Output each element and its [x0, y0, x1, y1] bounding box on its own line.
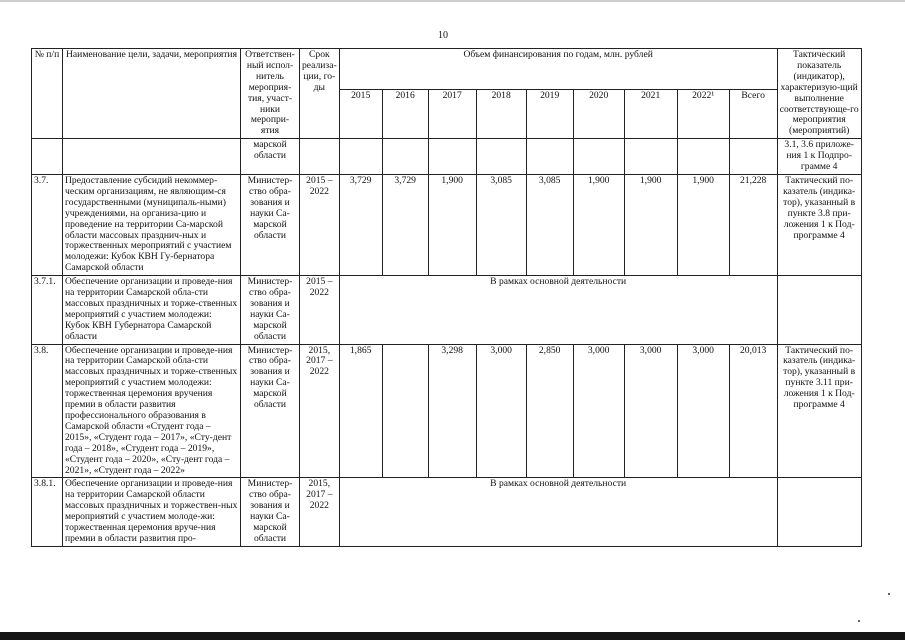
header-row-1: [32, 49, 862, 90]
cell-value: [382, 344, 428, 478]
table-row: [32, 478, 862, 546]
row-responsible: марской области: [241, 139, 300, 175]
cell-value: 3,298: [428, 344, 476, 478]
cell-value: 1,865: [339, 344, 382, 478]
row-responsible: Министер-ство обра-зования и науки Са-марской области: [241, 276, 300, 344]
header-year: 2017: [428, 90, 476, 139]
row-indicator: [777, 478, 861, 546]
header-indicator: Тактический показатель (индикатор), характеризую-щий выполнение соответствующе-го мероприятия (мероприятий): [777, 49, 861, 139]
row-responsible: Министер-ство обра-зования и науки Са-марской области: [241, 478, 300, 546]
header-no: № п/п: [32, 49, 63, 139]
table-row: [32, 344, 862, 478]
cell-value: 3,729: [382, 174, 428, 275]
scan-top-edge: [0, 0, 905, 2]
row-name: Обеспечение организации и проведе-ния на территории Самарской обла-сти массовых праздничных и торже-ственных мероприятий с участием молодежи: торжественная церемония вручения премии в области развития профессионального образования в Самарской области «Студент года – 2015», «Студент года – 2017», «Сту-дент года – 2018», «Студент года – 2019», «Студент года – 2020», «Сту-дент года – 2021», «Студент года – 2022»: [63, 344, 241, 478]
table-row: [32, 139, 862, 175]
cell-value: [339, 139, 382, 175]
row-note: В рамках основной деятельности: [339, 276, 777, 344]
header-term: Срок реализа-ции, го-ды: [300, 49, 340, 139]
cell-value: 1,900: [677, 174, 729, 275]
row-responsible: Министер-ство обра-зования и науки Са-марской области: [241, 174, 300, 275]
row-responsible: Министер-ство обра-зования и науки Са-марской области: [241, 344, 300, 478]
header-year: 2022¹: [677, 90, 729, 139]
header-name: Наименование цели, задачи, мероприятия: [63, 49, 241, 139]
row-term: 2015, 2017 – 2022: [300, 478, 340, 546]
cell-value: [677, 139, 729, 175]
row-term: 2015, 2017 – 2022: [300, 344, 340, 478]
scan-speck: [888, 593, 890, 595]
row-name: [63, 139, 241, 175]
cell-total: [729, 139, 777, 175]
header-total: Всего: [729, 90, 777, 139]
page-number: 10: [438, 30, 448, 41]
table-row: [32, 276, 862, 344]
row-name: Обеспечение организации и проведе-ния на территории Самарской области массовых праздничных и торжествен-ных мероприятий с участием молоде-жи: торжественная церемония вруче-ния премии в области развития про-: [63, 478, 241, 546]
cell-value: 1,900: [624, 174, 677, 275]
cell-value: [382, 139, 428, 175]
funding-table: [31, 48, 862, 547]
cell-value: [573, 139, 624, 175]
header-year: 2019: [526, 90, 573, 139]
row-number: [32, 139, 63, 175]
row-term: 2015 – 2022: [300, 174, 340, 275]
cell-value: 3,000: [677, 344, 729, 478]
row-note: В рамках основной деятельности: [339, 478, 777, 546]
row-term: [300, 139, 340, 175]
row-name: Предоставление субсидий некоммер-ческим организациям, не являющим-ся государственными (муниципаль-ными) учреждениями, на организа-цию и проведение на территории Са-марской области массовых празднич-ных и торжественных мероприятий с участием молодежи: Кубок КВН Гу-бернатора Самарской области: [63, 174, 241, 275]
cell-value: [624, 139, 677, 175]
header-year: 2016: [382, 90, 428, 139]
header-year: 2018: [476, 90, 526, 139]
cell-value: 3,000: [573, 344, 624, 478]
cell-value: 3,085: [476, 174, 526, 275]
scan-speck: [858, 620, 860, 622]
cell-value: 2,850: [526, 344, 573, 478]
row-number: 3.8.1.: [32, 478, 63, 546]
cell-value: [526, 139, 573, 175]
row-number: 3.7.: [32, 174, 63, 275]
header-year: 2015: [339, 90, 382, 139]
table-row: [32, 174, 862, 275]
row-indicator: Тактический по-казатель (индика-тор), указанный в пункте 3.11 при-ложения 1 к Под-программе 4: [777, 344, 861, 478]
cell-total: 21,228: [729, 174, 777, 275]
row-indicator: Тактический по-казатель (индика-тор), указанный в пункте 3.8 при-ложения 1 к Под-программе 4: [777, 174, 861, 275]
cell-value: 1,900: [573, 174, 624, 275]
row-indicator: [777, 276, 861, 344]
row-name: Обеспечение организации и проведе-ния на территории Самарской обла-сти массовых праздничных и торже-ственных мероприятий с участием молодежи: Кубок КВН Губернатора Самарской области: [63, 276, 241, 344]
row-term: 2015 – 2022: [300, 276, 340, 344]
cell-value: 3,000: [624, 344, 677, 478]
row-number: 3.7.1.: [32, 276, 63, 344]
header-funding: Объем финансирования по годам, млн. рублей: [339, 49, 777, 90]
row-number: 3.8.: [32, 344, 63, 478]
header-year: 2020: [573, 90, 624, 139]
cell-value: 3,000: [476, 344, 526, 478]
header-responsible: Ответствен-ный испол-нитель мероприя-тия, участ-ники меропри-ятия: [241, 49, 300, 139]
scan-bottom-edge: [0, 632, 905, 640]
cell-total: 20,013: [729, 344, 777, 478]
row-indicator: 3.1, 3.6 приложе-ния 1 к Подпро-грамме 4: [777, 139, 861, 175]
cell-value: 1,900: [428, 174, 476, 275]
cell-value: [476, 139, 526, 175]
cell-value: 3,085: [526, 174, 573, 275]
header-year: 2021: [624, 90, 677, 139]
cell-value: [428, 139, 476, 175]
cell-value: 3,729: [339, 174, 382, 275]
